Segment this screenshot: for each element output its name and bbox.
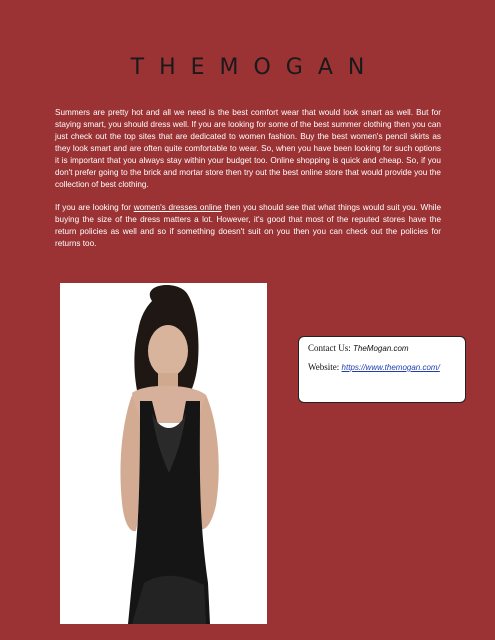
model-photo: [60, 283, 267, 624]
contact-label: Contact Us: [308, 343, 349, 353]
website-label: Website: [308, 362, 337, 372]
website-row: Website: https://www.themogan.com/: [308, 362, 440, 372]
paragraph-2-start: If you are looking for: [55, 203, 134, 212]
contact-value: TheMogan.com: [353, 344, 409, 353]
paragraph-2-end: then you should see that what things would suit you. While buying the size of the dress matters a lot. However, it's good that most of the reputed stores have the return policies as well and so if something doesn't suit on you then you can check out the policies for returns too.: [55, 203, 441, 248]
womens-dresses-link[interactable]: women's dresses online: [133, 203, 222, 212]
paragraph-2: [55, 202, 441, 250]
brand-logo: THEMOGAN: [130, 55, 380, 80]
article-body: [55, 107, 441, 261]
contact-box: [298, 336, 466, 403]
paragraph-1: Summers are pretty hot and all we need is the best comfort wear that would look smart as well. But for staying smart, you should dress well. If you are looking for some of the best summer clothing then you can just check out the top sites that are dedicated to women fashion. Buy the best women's pencil skirts as they look smart and are often quite comfortable to wear. So, when you have been looking for such options it is important that you always stay within your budget too. Online shopping is quick and cheap. So, if you don't prefer going to the brick and mortar store then try out the best online store that would provide you the collection of best clothing.: [55, 108, 441, 189]
website-link[interactable]: https://www.themogan.com/: [341, 363, 440, 372]
contact-row: Contact Us: TheMogan.com: [308, 343, 409, 353]
model-in-black-dress-image: [60, 283, 267, 624]
